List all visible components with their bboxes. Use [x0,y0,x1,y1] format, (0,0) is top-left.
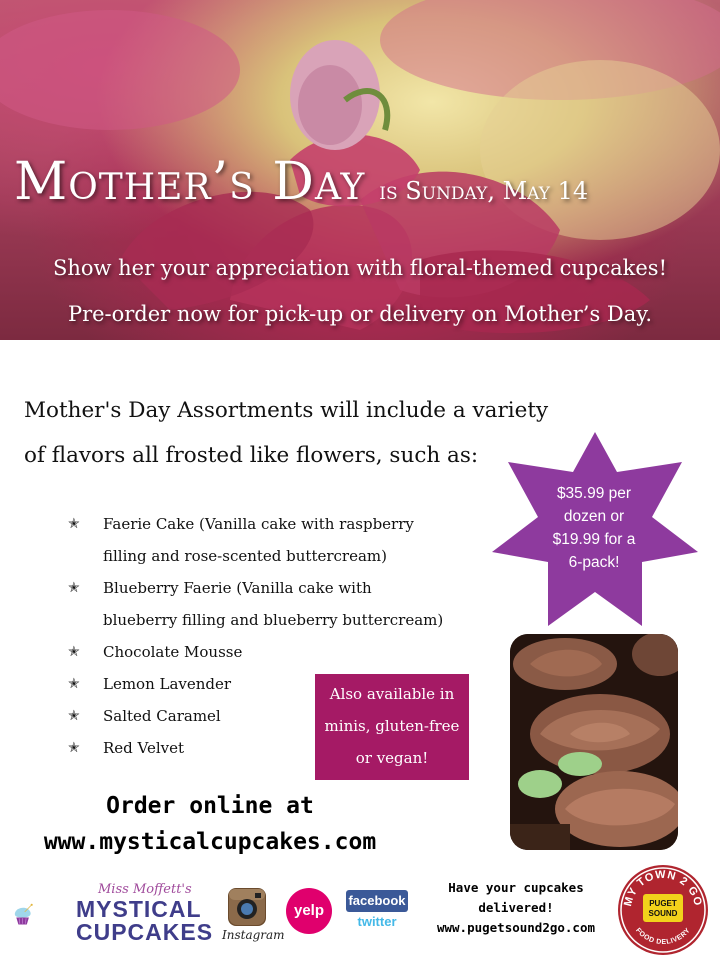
chocolate-cupcakes-photo [510,634,678,850]
facebook-icon[interactable]: facebook [346,890,408,912]
mystical-tagline: Miss Moffett's [98,882,192,897]
svg-text:PUGET: PUGET [649,899,677,908]
list-item: ✭ Faerie Cake (Vanilla cake with raspberry filling and rose-scented buttercream) [68,508,473,572]
svg-text:FOOD DELIVERY: FOOD DELIVERY [634,926,692,947]
star-bullet-icon: ✭ [68,644,80,660]
instagram-label: Instagram [222,928,285,942]
intro-line-2: of flavors all frosted like flowers, such as: [24,443,479,468]
instagram-icon[interactable] [228,888,266,926]
list-item: ✭ Blueberry Faerie (Vanilla cake with blueberry filling and blueberry buttercream) [68,572,473,636]
hero-banner [0,0,720,340]
delivery-callout: Have your cupcakes delivered! www.pugetsound2go.com [428,878,604,938]
list-item: ✭ Chocolate Mousse [68,636,473,668]
delivery-url-link[interactable]: www.pugetsound2go.com [436,920,596,935]
hero-tagline-1: Show her your appreciation with floral-themed cupcakes! [52,256,668,280]
order-url-link[interactable]: www.mysticalcupcakes.com [43,829,377,855]
list-item: ✭ Red Velvet [68,732,473,764]
star-bullet-icon: ✭ [68,740,80,756]
hero-title-main: Mother’s Day [14,152,366,212]
svg-text:SOUND: SOUND [648,909,678,918]
yelp-icon[interactable]: yelp [286,888,332,934]
price-text: $35.99 per dozen or $19.99 for a 6-pack! [552,485,636,571]
star-bullet-icon: ✭ [68,516,80,532]
order-label: Order online at [106,793,314,819]
hero-title [14,152,588,212]
list-item: ✭ Lemon Lavender [68,668,473,700]
star-bullet-icon: ✭ [68,580,80,596]
intro-line-1: Mother's Day Assortments will include a variety [24,398,549,423]
my-town-2-go-logo[interactable] [617,864,709,956]
hero-title-date: is Sunday, May 14 [379,177,589,205]
svg-text:MY TOWN 2 GO: MY TOWN 2 GO [622,868,704,908]
list-item: ✭ Salted Caramel [68,700,473,732]
star-bullet-icon: ✭ [68,676,80,692]
dietary-options-box: Also available in minis, gluten-free or vegan! [315,674,469,780]
order-online-callout [40,788,380,860]
hero-tagline-2: Pre-order now for pick-up or delivery on Mother’s Day. [67,302,653,326]
twitter-icon[interactable]: twitter [357,914,397,929]
mystical-name: MYSTICAL CUPCAKES [76,896,214,945]
star-bullet-icon: ✭ [68,708,80,724]
mystical-cupcakes-logo[interactable] [10,880,80,950]
